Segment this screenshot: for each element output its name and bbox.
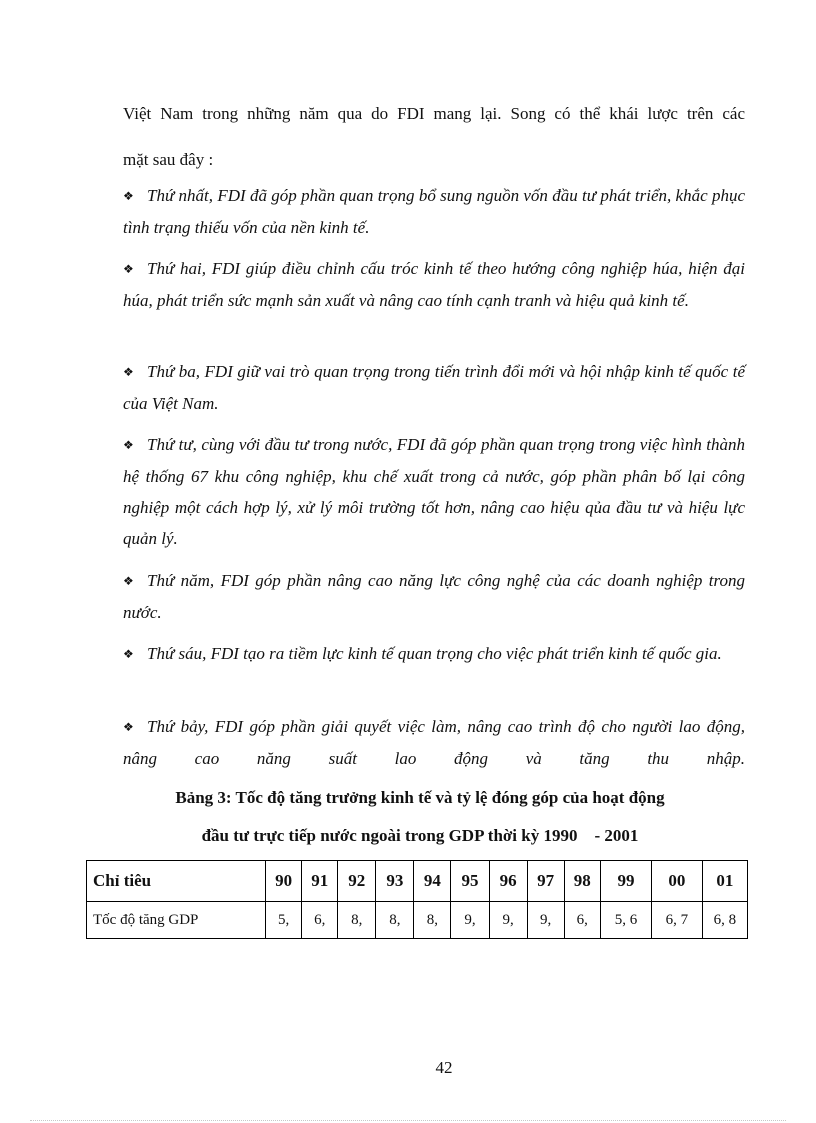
bullet-text: Thứ sáu, FDI tạo ra tiềm lực kinh tế quan trọng cho việc phát triển kinh tế quốc gia. [147,644,722,663]
header-cell: 90 [266,861,302,902]
table-cell: 6, 7 [652,902,702,939]
bullet-text: Thứ bảy, FDI góp phần giải quyết việc làm, nâng cao trình độ cho người lao động, nâng cao năng suất lao động và tăng thu nhập. [123,717,745,768]
bullet-point-1 [123,180,745,243]
header-cell: 01 [702,861,747,902]
table-cell: 5, [266,902,302,939]
header-cell: 97 [527,861,564,902]
header-cell: 98 [564,861,600,902]
intro-line-1: Việt Nam trong những năm qua do FDI mang lại. Song có thể khái lược trên các [123,104,745,123]
gdp-growth-table [86,860,748,939]
table-caption-line-2: đầu tư trực tiếp nước ngoài trong GDP thời kỳ 1990 - 2001 [201,826,639,845]
table-cell: 8, [376,902,414,939]
header-cell: 92 [338,861,376,902]
header-cell: 96 [489,861,527,902]
diamond-bullet-icon: ❖ [123,262,134,276]
diamond-bullet-icon: ❖ [123,189,134,203]
header-cell: Chỉ tiêu [87,861,266,902]
table-cell: 9, [451,902,489,939]
table-cell: 8, [338,902,376,939]
bullet-text: Thứ tư, cùng với đầu tư trong nước, FDI đã góp phần quan trọng trong việc hình thành hệ thống 67 khu công nghiệp, khu chế xuất trong cả nước, góp phần phân bố lại công nghiệp một cách hợp lý, xử lý môi trường tốt hơn, nâng cao hiệu qủa đầu tư và hiệu lực quản lý. [123,435,745,548]
table-cell: 9, [489,902,527,939]
bullet-point-4 [123,429,745,554]
header-cell: 95 [451,861,489,902]
bullet-text: Thứ hai, FDI giúp điều chỉnh cấu tróc kinh tế theo hướng công nghiệp húa, hiện đại húa, phát triển sức mạnh sản xuất và nâng cao tính cạnh tranh và hiệu quả kinh tế. [123,259,745,310]
diamond-bullet-icon: ❖ [123,647,134,661]
diamond-bullet-icon: ❖ [123,574,134,588]
bullet-point-3 [123,356,745,419]
bullet-text: Thứ ba, FDI giữ vai trò quan trọng trong tiến trình đổi mới và hội nhập kinh tế quốc tế của Việt Nam. [123,362,745,413]
table-cell: 5, 6 [600,902,651,939]
page-bottom-divider [30,1120,786,1121]
bullet-text: Thứ năm, FDI góp phần nâng cao năng lực công nghệ của các doanh nghiệp trong nước. [123,571,745,622]
table-cell: 6, [564,902,600,939]
table-cell: 6, [302,902,338,939]
diamond-bullet-icon: ❖ [123,365,134,379]
diamond-bullet-icon: ❖ [123,438,134,452]
bullet-point-5 [123,565,745,628]
table-cell: 8, [414,902,451,939]
bullet-text: Thứ nhất, FDI đã góp phần quan trọng bổ sung nguồn vốn đầu tư phát triển, khắc phục tình trạng thiếu vốn của nền kinh tế. [123,186,745,237]
table-cell: 6, 8 [702,902,747,939]
page-number: 42 [435,1058,453,1077]
header-cell: 94 [414,861,451,902]
header-cell: 93 [376,861,414,902]
table-header-row [87,861,748,902]
bullet-point-6 [123,638,745,670]
header-cell: 00 [652,861,702,902]
table-cell: 9, [527,902,564,939]
table-caption-line-1: Bảng 3: Tốc độ tăng trưởng kinh tế và tỷ lệ đóng góp của hoạt động [175,788,665,807]
intro-line-2: mặt sau đây : [123,150,214,169]
header-cell: 91 [302,861,338,902]
table-row [87,902,748,939]
diamond-bullet-icon: ❖ [123,720,134,734]
header-cell: 99 [600,861,651,902]
row-label-cell: Tốc độ tăng GDP [87,902,266,939]
bullet-point-2 [123,253,745,316]
bullet-point-7 [123,711,745,774]
